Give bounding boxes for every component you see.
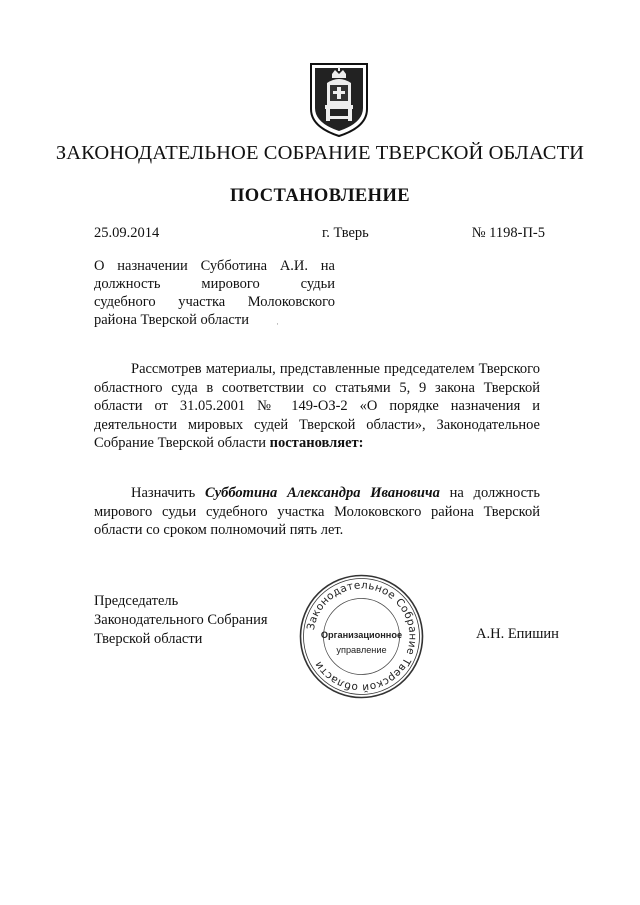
document-city: г. Тверь bbox=[322, 225, 369, 241]
subject-line: О назначении Субботина А.И. на bbox=[94, 258, 335, 274]
preamble-paragraph bbox=[94, 360, 540, 453]
subject-line: судебного участка Молоковского bbox=[94, 294, 335, 310]
subject-line: должность мирового судьи bbox=[94, 276, 335, 292]
appointment-paragraph bbox=[94, 484, 540, 540]
signer-name: А.Н. Епишин bbox=[476, 626, 559, 642]
appoint-verb: Назначить bbox=[131, 485, 196, 501]
coat-of-arms-icon bbox=[308, 61, 370, 138]
svg-text:Законодательное Собрание Тверс: Законодательное Собрание Тверской области bbox=[304, 579, 419, 694]
scan-mark: · bbox=[276, 319, 279, 329]
svg-text:управление: управление bbox=[336, 645, 387, 655]
appointment-text: на должность мирового судьи судебного участка Молоковского района Тверской области со сроком полномочий пять лет. bbox=[94, 485, 541, 538]
official-seal bbox=[298, 573, 425, 700]
signatory-title-line: Тверской области bbox=[94, 631, 203, 647]
resolves-keyword: постановляет bbox=[269, 435, 359, 451]
appointee-name: Субботина Александра Ивановича bbox=[205, 485, 440, 501]
signatory-title-line: Законодательного Собрания bbox=[94, 612, 268, 628]
organization-title: ЗАКОНОДАТЕЛЬНОЕ СОБРАНИЕ ТВЕРСКОЙ ОБЛАСТИ bbox=[55, 142, 585, 164]
document-number: № 1198-П-5 bbox=[471, 225, 545, 241]
preamble-text: Рассмотрев материалы, представленные председателем Тверского областного суда в соответствии со статьями 5, 9 закона Тверской области от 31.05.2001 № 149-ОЗ-2 «О порядке назначения и деятельности мировых судей Тверской области», Законодательное Собрание Тверской области bbox=[94, 361, 540, 451]
document-date: 25.09.2014 bbox=[94, 225, 160, 241]
resolves-colon: : bbox=[358, 435, 364, 451]
subject-line: района Тверской области bbox=[94, 312, 249, 328]
signatory-title-line: Председатель bbox=[94, 593, 179, 609]
document-subject bbox=[94, 257, 335, 329]
document-type-heading: ПОСТАНОВЛЕНИЕ bbox=[229, 186, 410, 206]
svg-text:Организационное: Организационное bbox=[320, 630, 403, 640]
signatory-title bbox=[94, 592, 294, 649]
